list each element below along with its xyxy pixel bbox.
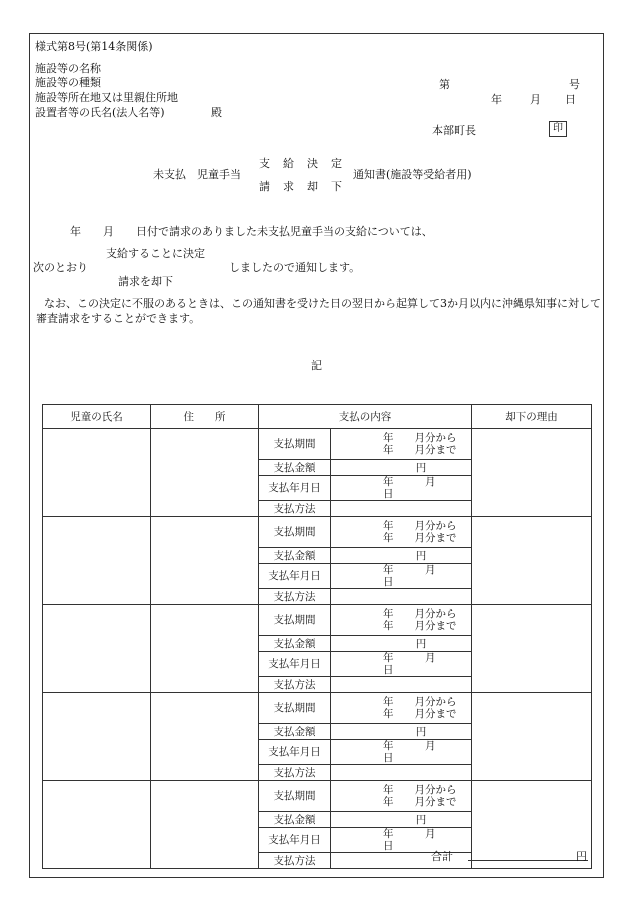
form-number: 様式第8号(第14条関係) <box>35 40 153 53</box>
amount-label: 支払金額 <box>259 636 331 652</box>
pay-date-ymd: 年 月 日 <box>383 740 467 764</box>
title-option-bottom: 請 求 却 下 <box>259 180 343 193</box>
pay-date-value[interactable] <box>331 476 472 501</box>
body-lead: 次のとおり <box>33 261 88 274</box>
payment-table <box>42 404 592 869</box>
yen-unit: 円 <box>415 725 427 738</box>
rejection-reason-cell[interactable] <box>472 693 592 781</box>
method-value[interactable] <box>331 765 472 781</box>
header-payment-content: 支払の内容 <box>259 405 472 429</box>
pay-date-value[interactable] <box>331 828 472 853</box>
table-row <box>43 429 592 460</box>
amount-value[interactable] <box>331 460 472 476</box>
body-option-top: 支給することに決定 <box>106 247 205 260</box>
amount-label: 支払金額 <box>259 460 331 476</box>
period-value[interactable] <box>331 429 472 460</box>
rejection-reason-cell[interactable] <box>472 605 592 693</box>
issuer-title: 本部町長 <box>432 124 476 137</box>
child-name-cell[interactable] <box>43 429 151 517</box>
period-value[interactable] <box>331 517 472 548</box>
period-from: 年 月分から <box>383 432 457 444</box>
table-row <box>43 693 592 724</box>
pay-date-ymd: 年 月 日 <box>383 652 467 676</box>
period-value[interactable] <box>331 605 472 636</box>
pay-date-label: 支払年月日 <box>259 564 331 589</box>
facility-type-label: 施設等の種類 <box>35 76 101 89</box>
pay-date-label: 支払年月日 <box>259 828 331 853</box>
amount-label: 支払金額 <box>259 548 331 564</box>
rejection-reason-cell[interactable] <box>472 429 592 517</box>
number-go: 号 <box>569 78 580 91</box>
period-from: 年 月分から <box>383 520 457 532</box>
amount-value[interactable] <box>331 548 472 564</box>
date-day: 日 <box>565 93 576 106</box>
address-cell[interactable] <box>151 605 259 693</box>
period-label: 支払期間 <box>259 429 331 460</box>
yen-unit: 円 <box>415 813 427 826</box>
method-value[interactable] <box>331 589 472 605</box>
method-label: 支払方法 <box>259 853 331 869</box>
date-year: 年 <box>491 93 502 106</box>
pay-date-value[interactable] <box>331 740 472 765</box>
appeal-paragraph: なお、この決定に不服のあるときは、この通知書を受けた日の翌日から起算して3か月以内に沖縄県知事に対して審査請求をすることができます。 <box>36 297 601 325</box>
yen-unit: 円 <box>415 461 427 474</box>
title-left: 未支払 児童手当 <box>153 168 241 181</box>
pay-date-label: 支払年月日 <box>259 740 331 765</box>
period-from: 年 月分から <box>383 784 457 796</box>
rejection-reason-cell[interactable] <box>472 517 592 605</box>
table-row <box>43 517 592 548</box>
header-child-name: 児童の氏名 <box>43 405 151 429</box>
table-row <box>43 781 592 812</box>
period-value[interactable] <box>331 781 472 812</box>
pay-date-ymd: 年 月 日 <box>383 564 467 588</box>
facility-address-label: 施設等所在地又は里親住所地 <box>35 91 178 104</box>
amount-label: 支払金額 <box>259 724 331 740</box>
amount-label: 支払金額 <box>259 812 331 828</box>
header-rejection-reason: 却下の理由 <box>472 405 592 429</box>
period-from: 年 月分から <box>383 608 457 620</box>
number-dai: 第 <box>439 78 450 91</box>
period-label: 支払期間 <box>259 605 331 636</box>
period-to: 年 月分まで <box>383 708 457 720</box>
address-cell[interactable] <box>151 429 259 517</box>
address-cell[interactable] <box>151 693 259 781</box>
period-to: 年 月分まで <box>383 444 457 456</box>
body-date-line: 年 月 日付で請求のありました未支払児童手当の支給については、 <box>70 225 433 238</box>
pay-date-value[interactable] <box>331 564 472 589</box>
title-option-top: 支 給 決 定 <box>259 157 343 170</box>
period-to: 年 月分まで <box>383 796 457 808</box>
child-name-cell[interactable] <box>43 605 151 693</box>
body-tail: しましたので通知します。 <box>229 261 361 274</box>
method-label: 支払方法 <box>259 589 331 605</box>
seal-box: 印 <box>549 121 567 137</box>
rejection-reason-cell[interactable] <box>472 781 592 869</box>
pay-date-ymd: 年 月 日 <box>383 828 467 852</box>
pay-date-label: 支払年月日 <box>259 476 331 501</box>
body-option-bottom: 請求を却下 <box>118 275 173 288</box>
child-name-cell[interactable] <box>43 693 151 781</box>
method-value[interactable] <box>331 677 472 693</box>
header-address: 住 所 <box>151 405 259 429</box>
yen-unit: 円 <box>415 549 427 562</box>
method-label: 支払方法 <box>259 765 331 781</box>
child-name-cell[interactable] <box>43 781 151 869</box>
total-unit: 円 <box>576 850 587 863</box>
period-label: 支払期間 <box>259 781 331 812</box>
total-field[interactable] <box>468 860 588 861</box>
amount-value[interactable] <box>331 812 472 828</box>
title-right: 通知書(施設等受給者用) <box>353 168 472 181</box>
establisher-label: 設置者等の氏名(法人名等) <box>35 106 165 119</box>
period-label: 支払期間 <box>259 517 331 548</box>
period-to: 年 月分まで <box>383 620 457 632</box>
date-month: 月 <box>530 93 541 106</box>
pay-date-value[interactable] <box>331 652 472 677</box>
amount-value[interactable] <box>331 724 472 740</box>
period-to: 年 月分まで <box>383 532 457 544</box>
address-cell[interactable] <box>151 517 259 605</box>
honorific: 殿 <box>211 106 222 119</box>
method-label: 支払方法 <box>259 677 331 693</box>
period-from: 年 月分から <box>383 696 457 708</box>
period-value[interactable] <box>331 693 472 724</box>
method-value[interactable] <box>331 501 472 517</box>
facility-name-label: 施設等の名称 <box>35 62 101 75</box>
table-row <box>43 605 592 636</box>
amount-value[interactable] <box>331 636 472 652</box>
ki-label: 記 <box>311 359 322 372</box>
period-label: 支払期間 <box>259 693 331 724</box>
pay-date-ymd: 年 月 日 <box>383 476 467 500</box>
child-name-cell[interactable] <box>43 517 151 605</box>
pay-date-label: 支払年月日 <box>259 652 331 677</box>
method-label: 支払方法 <box>259 501 331 517</box>
table-header-row <box>43 405 592 429</box>
address-cell[interactable] <box>151 781 259 869</box>
yen-unit: 円 <box>415 637 427 650</box>
total-label: 合計 <box>431 850 453 863</box>
